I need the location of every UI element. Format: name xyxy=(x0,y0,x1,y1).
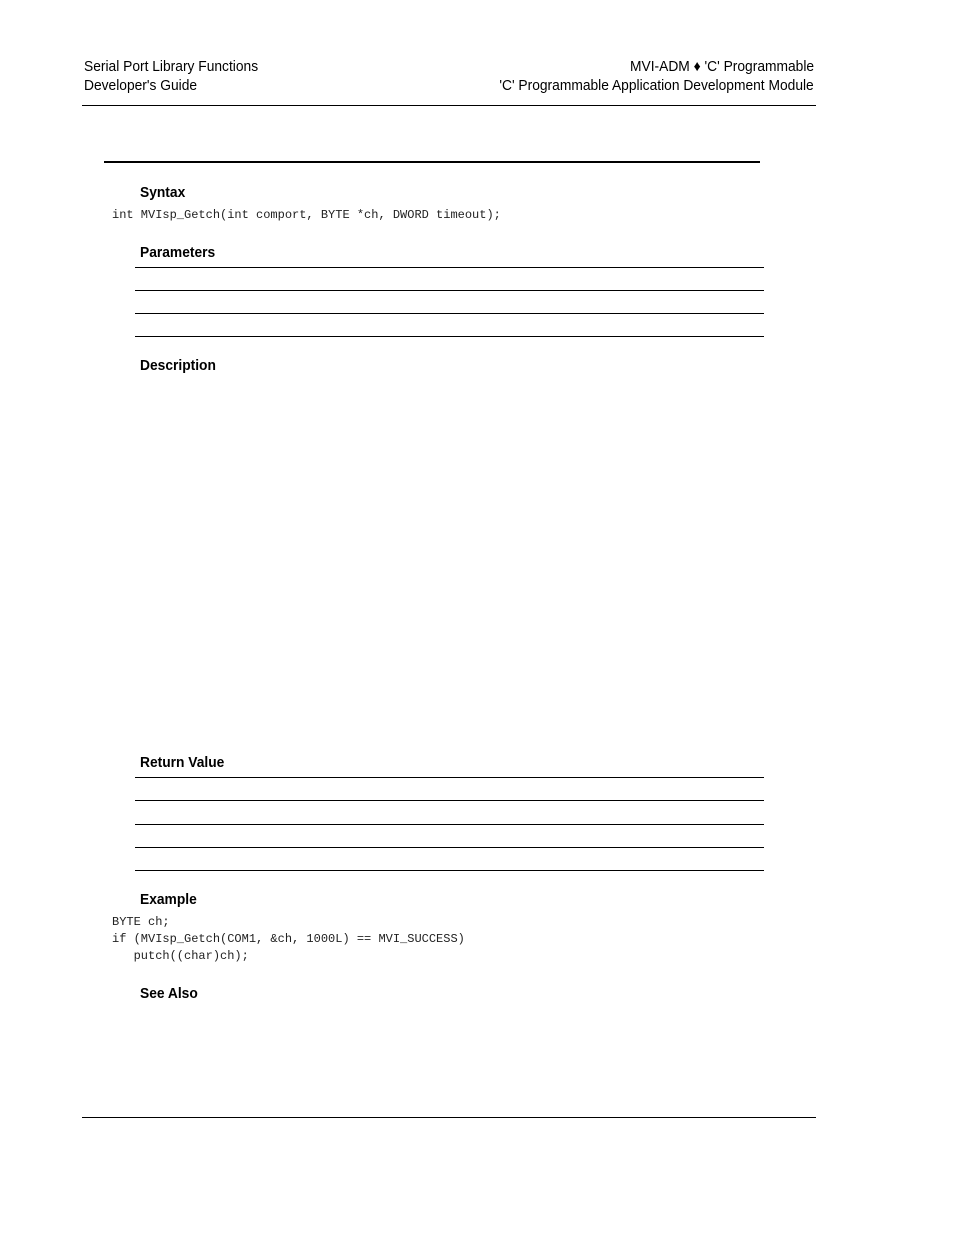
header-product-subtitle: 'C' Programmable Application Development Module xyxy=(499,77,814,94)
parameters-heading: Parameters xyxy=(140,244,216,261)
description-heading: Description xyxy=(140,357,216,374)
function-title-rule xyxy=(104,161,760,163)
header-guide-subtitle: Developer's Guide xyxy=(84,77,198,94)
parameters-table-rule xyxy=(135,336,764,337)
return-table-rule xyxy=(135,870,764,871)
return-value-heading: Return Value xyxy=(140,754,225,771)
return-table-rule xyxy=(135,777,764,778)
syntax-code: int MVIsp_Getch(int comport, BYTE *ch, DWORD timeout); xyxy=(112,208,501,222)
return-table-rule xyxy=(135,824,764,825)
footer-divider xyxy=(82,1117,816,1118)
see-also-heading: See Also xyxy=(140,985,198,1002)
example-heading: Example xyxy=(140,891,197,908)
example-code-line: putch((char)ch); xyxy=(112,949,249,963)
header-guide-title: Serial Port Library Functions xyxy=(84,58,259,75)
syntax-heading: Syntax xyxy=(140,184,186,201)
parameters-table-rule xyxy=(135,313,764,314)
return-table-rule xyxy=(135,800,764,801)
header-divider xyxy=(82,105,816,106)
return-table-rule xyxy=(135,847,764,848)
header-product-title: MVI-ADM ♦ 'C' Programmable xyxy=(629,58,814,75)
parameters-table-rule xyxy=(135,267,764,268)
example-code-line: BYTE ch; xyxy=(112,915,170,929)
example-code-line: if (MVIsp_Getch(COM1, &ch, 1000L) == MVI_SUCCESS) xyxy=(112,932,465,946)
parameters-table-rule xyxy=(135,290,764,291)
